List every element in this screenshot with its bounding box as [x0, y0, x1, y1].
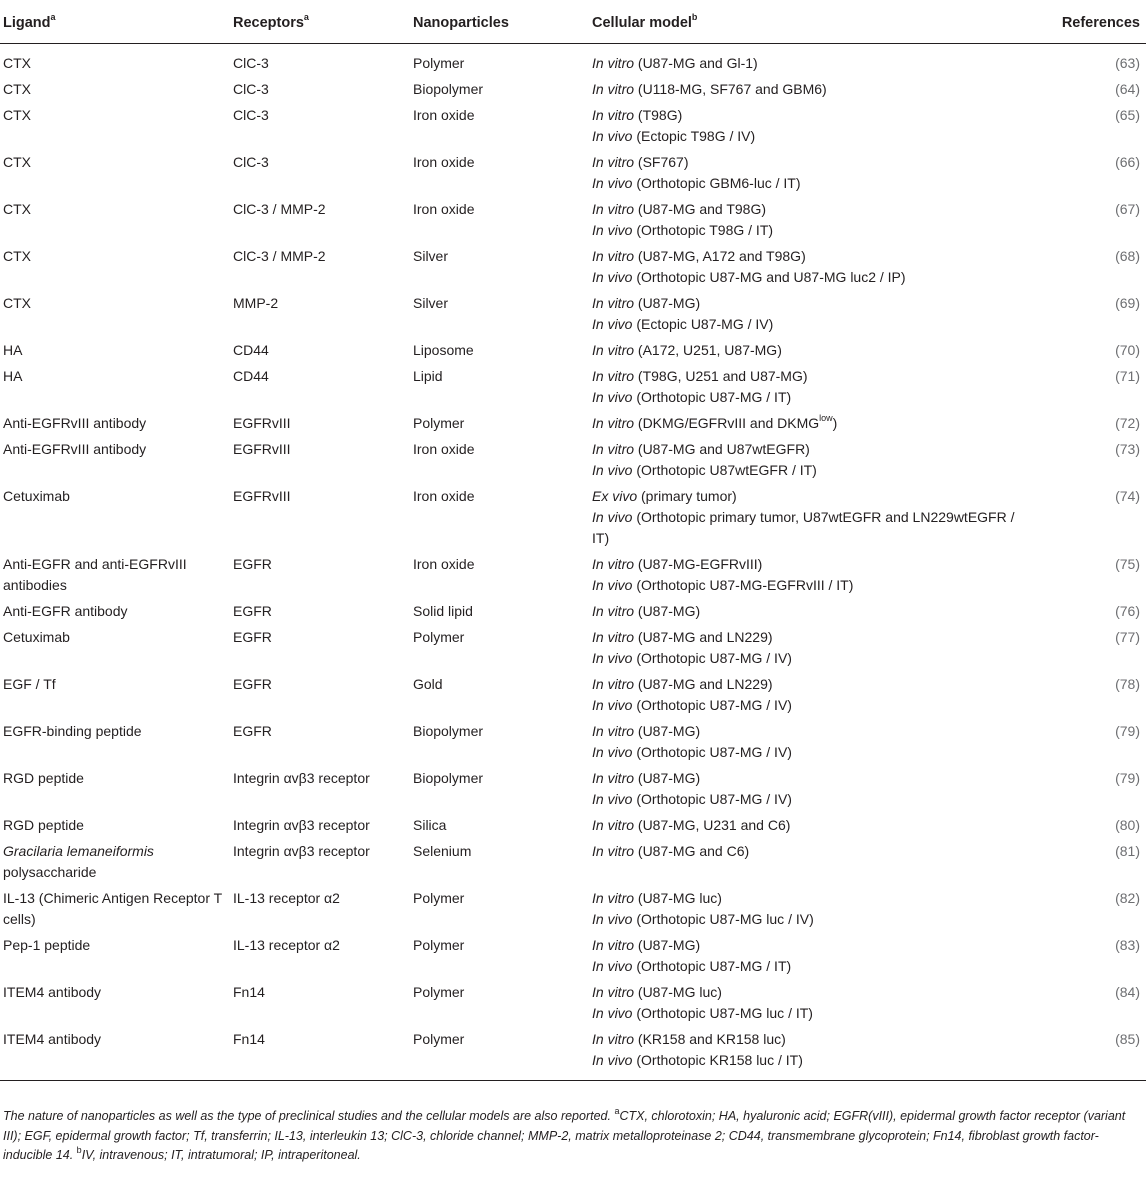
cellular-model-cell — [589, 434, 1026, 481]
table-row — [0, 74, 1146, 100]
reference-cell: (68) — [1115, 248, 1140, 264]
model-line: In vitro (U87-MG) — [592, 770, 701, 786]
nanoparticle-cell: Polymer — [413, 890, 465, 906]
model-line: In vitro (U87-MG) — [592, 723, 701, 739]
table-row — [0, 883, 1146, 930]
receptor-cell: EGFRvIII — [233, 488, 291, 504]
ligand-cell: Anti-EGFRvIII antibody — [3, 441, 147, 457]
model-line: In vivo (Orthotopic U87-MG and U87-MG luc2 / IP) — [592, 269, 906, 285]
nanoparticle-cell: Selenium — [413, 843, 472, 859]
reference-cell: (76) — [1115, 603, 1140, 619]
reference-cell: (67) — [1115, 201, 1140, 217]
model-line: In vitro (T98G) — [592, 107, 683, 123]
table-row — [0, 669, 1146, 716]
receptor-cell: ClC-3 — [233, 55, 269, 71]
ligand-cell: CTX — [3, 81, 31, 97]
cellular-model-cell — [589, 147, 1026, 194]
ligand-cell: CTX — [3, 248, 31, 264]
receptor-cell: MMP-2 — [233, 295, 279, 311]
receptor-cell: CD44 — [233, 368, 269, 384]
reference-cell: (75) — [1115, 556, 1140, 572]
cellular-model-cell — [589, 408, 1026, 434]
model-line: In vitro (U87-MG, U231 and C6) — [592, 817, 791, 833]
reference-cell: (64) — [1115, 81, 1140, 97]
table-row — [0, 147, 1146, 194]
cellular-model-cell — [589, 74, 1026, 100]
table-row — [0, 716, 1146, 763]
receptor-cell: Fn14 — [230, 1024, 410, 1081]
ligand-cell: CTX — [3, 201, 31, 217]
receptor-cell: Integrin αvβ3 receptor — [233, 817, 370, 833]
ligand-cell: ITEM4 antibody — [0, 1024, 230, 1081]
ligand-cell: EGFR-binding peptide — [3, 723, 142, 739]
model-line: In vitro (U87-MG and LN229) — [592, 676, 773, 692]
nanoparticle-cell: Lipid — [413, 368, 443, 384]
nanoparticle-cell: Iron oxide — [413, 201, 475, 217]
model-line: In vivo (Orthotopic U87wtEGFR / IT) — [592, 462, 817, 478]
receptor-cell: EGFR — [233, 556, 272, 572]
header-nanoparticles: Nanoparticles — [410, 0, 589, 44]
nanoparticle-cell: Iron oxide — [413, 556, 475, 572]
table-row — [0, 1024, 1146, 1081]
reference-cell: (74) — [1115, 488, 1140, 504]
table-row — [0, 836, 1146, 883]
receptor-cell: CD44 — [233, 342, 269, 358]
table-row — [0, 44, 1146, 75]
ligand-cell: Anti-EGFR antibody — [3, 603, 128, 619]
model-line: In vitro (U87-MG) — [592, 603, 701, 619]
table-row — [0, 481, 1146, 549]
ligand-cell: ITEM4 antibody — [3, 984, 102, 1000]
table-header-row — [0, 0, 1146, 44]
cellular-model-cell — [589, 622, 1026, 669]
cellular-model-cell — [589, 194, 1026, 241]
receptor-cell: Integrin αvβ3 receptor — [233, 770, 370, 786]
table-row — [0, 408, 1146, 434]
cellular-model-cell — [589, 100, 1026, 147]
model-line: In vivo (Ectopic U87-MG / IV) — [592, 316, 774, 332]
cellular-model-cell — [589, 977, 1026, 1024]
table-body — [0, 44, 1146, 1081]
model-line: In vitro (DKMG/EGFRvIII and $DKMG^{low}$) — [592, 413, 838, 431]
model-line: In vivo (Orthotopic U87-MG / IT) — [592, 958, 792, 974]
nanoparticle-cell: Silver — [413, 248, 449, 264]
table-row — [0, 241, 1146, 288]
receptor-cell: EGFR — [233, 629, 272, 645]
model-line: In vitro (U87-MG and U87wtEGFR) — [592, 441, 810, 457]
reference-cell: (79) — [1115, 770, 1140, 786]
reference-cell: (63) — [1115, 55, 1140, 71]
model-line: In vivo (Orthotopic GBM6-luc / IT) — [592, 175, 801, 191]
receptor-cell: ClC-3 — [233, 81, 269, 97]
cellular-model-cell — [589, 716, 1026, 763]
reference-cell: (65) — [1115, 107, 1140, 123]
ligand-cell: RGD peptide — [3, 817, 84, 833]
cellular-model-cell — [589, 1024, 1026, 1081]
table-row — [0, 361, 1146, 408]
ligand-cell: CTX — [3, 295, 31, 311]
ligand-cell: EGF / Tf — [3, 676, 56, 692]
reference-cell: (79) — [1115, 723, 1140, 739]
model-line: In vivo (Orthotopic U87-MG / IV) — [592, 650, 792, 666]
nanoparticle-cell: Gold — [413, 676, 443, 692]
cellular-model-cell — [589, 883, 1026, 930]
table-row — [0, 763, 1146, 810]
model-line: In vivo (Orthotopic U87-MG / IV) — [592, 744, 792, 760]
ligand-cell: Gracilaria lemaneiformis polysaccharide — [3, 843, 154, 880]
cellular-model-cell — [589, 810, 1026, 836]
cellular-model-cell — [589, 44, 1026, 75]
table-row — [0, 810, 1146, 836]
model-line: In vitro (U87-MG luc) — [592, 890, 722, 906]
model-line: In vitro (U87-MG, A172 and T98G) — [592, 248, 806, 264]
receptor-cell: Fn14 — [233, 984, 265, 1000]
model-line: In vitro (A172, U251, U87-MG) — [592, 342, 782, 358]
ligand-cell: Anti-EGFRvIII antibody — [3, 415, 147, 431]
model-line: In vivo (Orthotopic U87-MG-EGFRvIII / IT) — [592, 577, 854, 593]
model-line: In vitro (U87-MG-EGFRvIII) — [592, 556, 763, 572]
receptor-cell: ClC-3 / MMP-2 — [233, 248, 326, 264]
receptor-cell: EGFRvIII — [233, 415, 291, 431]
model-line: Ex vivo (primary tumor) — [592, 488, 737, 504]
model-line: In vivo (Orthotopic primary tumor, U87wtEGFR and LN229wtEGFR / IT) — [592, 509, 1015, 546]
table-row — [0, 100, 1146, 147]
reference-cell: (66) — [1115, 154, 1140, 170]
nanoparticle-cell: Biopolymer — [413, 81, 484, 97]
reference-cell: (69) — [1115, 295, 1140, 311]
cellular-model-cell — [589, 361, 1026, 408]
ligand-cell: CTX — [3, 154, 31, 170]
receptor-cell: IL-13 receptor α2 — [233, 937, 340, 953]
table-row — [0, 335, 1146, 361]
nanoparticle-cell: Solid lipid — [413, 603, 473, 619]
receptor-cell: ClC-3 / MMP-2 — [233, 201, 326, 217]
ligand-cell: Pep-1 peptide — [3, 937, 91, 953]
model-line: In vivo (Orthotopic U87-MG / IV) — [592, 697, 792, 713]
nanoparticle-cell: Iron oxide — [413, 154, 475, 170]
cellular-model-cell — [589, 669, 1026, 716]
reference-cell: (73) — [1115, 441, 1140, 457]
header-cellular-model: Cellular model$^b$ — [589, 0, 1026, 44]
nanoparticle-cell: Polymer — [410, 1024, 589, 1081]
cellular-model-cell — [589, 763, 1026, 810]
model-line: In vitro (KR158 and KR158 luc) — [592, 1031, 786, 1047]
cellular-model-cell — [589, 335, 1026, 361]
ligand-cell: HA — [3, 368, 23, 384]
model-line: In vitro (U118-MG, SF767 and GBM6) — [592, 81, 827, 97]
model-line: In vitro (SF767) — [592, 154, 689, 170]
nanoparticle-cell: Iron oxide — [413, 488, 475, 504]
ligand-cell: Cetuximab — [3, 488, 70, 504]
ligand-cell: RGD peptide — [3, 770, 84, 786]
reference-cell: (72) — [1115, 415, 1140, 431]
ligand-cell: CTX — [3, 107, 31, 123]
receptor-cell: EGFR — [233, 676, 272, 692]
reference-cell: (83) — [1115, 937, 1140, 953]
header-ligand: Ligand$^a$ — [0, 0, 230, 44]
receptor-cell: EGFRvIII — [233, 441, 291, 457]
model-line: In vitro (U87-MG and T98G) — [592, 201, 767, 217]
model-line: In vitro (U87-MG and C6) — [592, 843, 750, 859]
reference-cell: (82) — [1115, 890, 1140, 906]
nanoparticle-cell: Silica — [413, 817, 447, 833]
nanoparticle-cell: Iron oxide — [413, 441, 475, 457]
table-row — [0, 930, 1146, 977]
nanoparticle-cell: Iron oxide — [413, 107, 475, 123]
table-row — [0, 622, 1146, 669]
reference-cell: (77) — [1115, 629, 1140, 645]
table-footnote: The nature of nanoparticles as well as the type of preclinical studies and the cellular models are also reported. $^a$CTX, chlorotoxin; HA, hyaluronic acid; EGFR(vIII), epidermal growth factor receptor (variant III); EGF, epidermal growth factor; Tf, transferrin; IL-13, interleukin 13; ClC-3, chloride channel; MMP-2, matrix metalloproteinase 2; CD44, transmembrane glycoprotein; Fn14, fibroblast growth factor-inducible 14. $^b$IV, intravenous; IT, intratumoral; IP, intraperitoneal. — [3, 1105, 1126, 1162]
cellular-model-cell — [589, 288, 1026, 335]
receptor-cell: ClC-3 — [233, 154, 269, 170]
model-line: In vivo (Orthotopic T98G / IT) — [592, 222, 774, 238]
header-references: References — [1026, 0, 1146, 44]
receptor-cell: Integrin αvβ3 receptor — [233, 843, 370, 859]
cellular-model-cell — [589, 836, 1026, 883]
nanoparticle-cell: Polymer — [413, 937, 465, 953]
receptor-cell: EGFR — [233, 603, 272, 619]
ligand-cell: CTX — [3, 55, 31, 71]
receptor-cell: IL-13 receptor α2 — [233, 890, 340, 906]
ligand-cell: Cetuximab — [3, 629, 70, 645]
ligand-cell: IL-13 (Chimeric Antigen Receptor T cells) — [3, 890, 222, 927]
header-receptors: Receptors$^a$ — [230, 0, 410, 44]
nanoparticle-cell: Silver — [413, 295, 449, 311]
cellular-model-cell — [589, 549, 1026, 596]
reference-cell: (81) — [1115, 843, 1140, 859]
model-line: In vivo (Orthotopic U87-MG / IV) — [592, 791, 792, 807]
model-line: In vitro (U87-MG luc) — [592, 984, 722, 1000]
nanoparticle-cell: Polymer — [413, 55, 465, 71]
table-row — [0, 549, 1146, 596]
reference-cell: (70) — [1115, 342, 1140, 358]
reference-cell: (80) — [1115, 817, 1140, 833]
cellular-model-cell — [589, 481, 1026, 549]
model-line: In vitro (T98G, U251 and U87-MG) — [592, 368, 808, 384]
reference-cell: (78) — [1115, 676, 1140, 692]
table-row — [0, 434, 1146, 481]
reference-cell: (84) — [1115, 984, 1140, 1000]
ligand-cell: Anti-EGFR and anti-EGFRvIII antibodies — [3, 556, 187, 593]
cellular-model-cell — [589, 596, 1026, 622]
reference-cell: (85) — [1026, 1024, 1146, 1081]
model-line: In vitro (U87-MG and LN229) — [592, 629, 773, 645]
model-line: In vitro (U87-MG and Gl-1) — [592, 55, 758, 71]
table-row — [0, 977, 1146, 1024]
receptor-cell: ClC-3 — [233, 107, 269, 123]
model-line: In vivo (Ectopic T98G / IV) — [592, 128, 756, 144]
nanoparticle-cell: Biopolymer — [413, 770, 484, 786]
model-line: In vivo (Orthotopic KR158 luc / IT) — [592, 1052, 803, 1068]
model-line: In vivo (Orthotopic U87-MG / IT) — [592, 389, 792, 405]
ligand-cell: HA — [3, 342, 23, 358]
nanoparticle-cell: Polymer — [413, 984, 465, 1000]
reference-cell: (71) — [1115, 368, 1140, 384]
nanoparticle-cell: Biopolymer — [413, 723, 484, 739]
nanoparticle-cell: Polymer — [413, 415, 465, 431]
nanoparticle-cell: Polymer — [413, 629, 465, 645]
cellular-model-cell — [589, 241, 1026, 288]
receptor-cell: EGFR — [233, 723, 272, 739]
model-line: In vitro (U87-MG) — [592, 937, 701, 953]
model-line: In vivo (Orthotopic U87-MG luc / IT) — [592, 1005, 813, 1021]
model-line: In vitro (U87-MG) — [592, 295, 701, 311]
table-row — [0, 288, 1146, 335]
nanoparticle-cell: Liposome — [413, 342, 474, 358]
table-row — [0, 596, 1146, 622]
model-line: In vivo (Orthotopic U87-MG luc / IV) — [592, 911, 814, 927]
table-row — [0, 194, 1146, 241]
cellular-model-cell — [589, 930, 1026, 977]
